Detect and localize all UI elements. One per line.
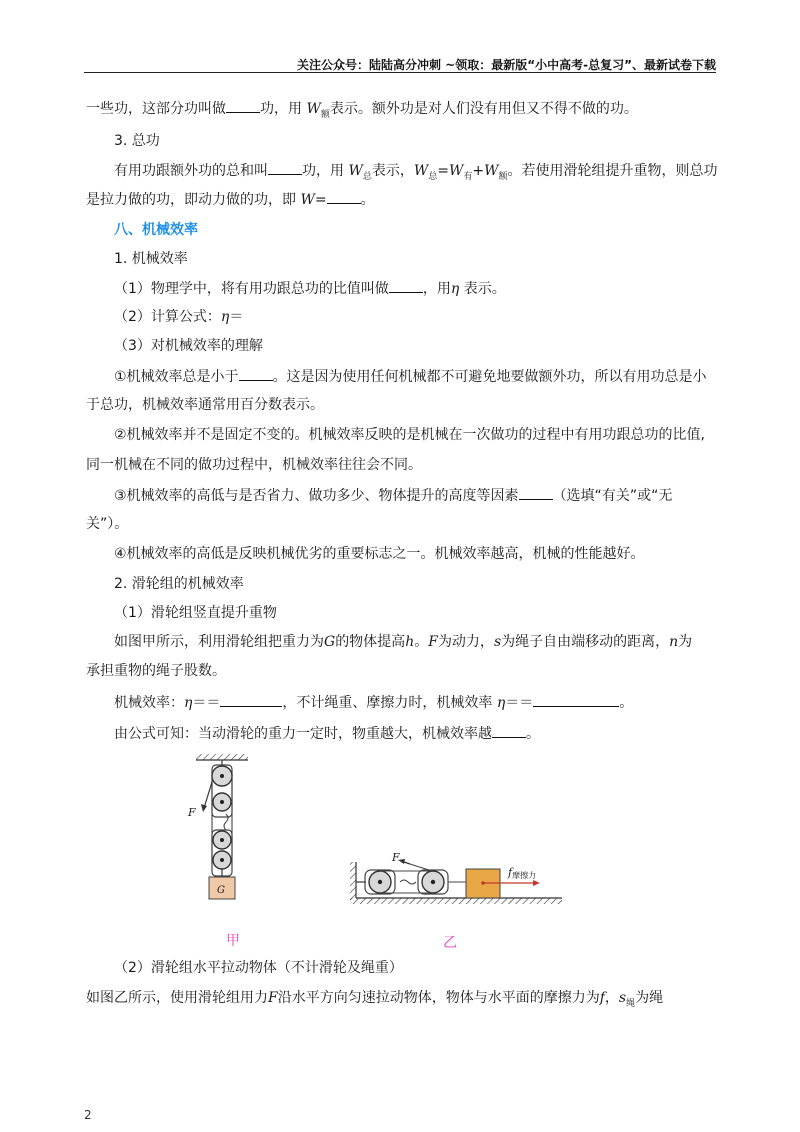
symbol: η: [220, 309, 230, 325]
answer-blank: [533, 692, 619, 707]
text: 为: [678, 634, 693, 650]
text: 。: [360, 192, 375, 208]
subscript: 总: [362, 171, 372, 182]
pull-rope: [410, 864, 432, 871]
paragraph-vertical-cont: 承担重物的绳子股数。: [86, 663, 226, 679]
page-number: 2: [84, 1108, 92, 1122]
floor: [350, 898, 562, 904]
point-3: [114, 485, 672, 506]
subheading-horizontal: （2）滑轮组水平拉动物体（不计滑轮及绳重）: [114, 960, 403, 976]
figure-b-caption: 乙: [443, 935, 457, 951]
point-1-cont: 于总功，机械效率通常用百分数表示。: [86, 397, 324, 413]
pulley-axle: [431, 880, 435, 884]
heading-efficiency: 1. 机械效率: [114, 251, 188, 267]
weight-label-g: G: [217, 885, 225, 896]
pulley-axle: [378, 880, 382, 884]
symbol: W: [449, 163, 464, 179]
text: （2）计算公式：: [114, 309, 221, 325]
answer-blank: [239, 366, 273, 381]
arrow-head: [533, 880, 540, 886]
text: 表示，: [371, 163, 414, 179]
figure-b-horizontal-pulley: [348, 852, 568, 906]
text: 如图甲所示，利用滑轮组把重力为: [114, 634, 324, 650]
point-2-cont: 同一机械在不同的做功过程中，机械效率往往会不同。: [86, 457, 422, 473]
text: 。: [414, 634, 429, 650]
answer-blank: [226, 98, 260, 113]
paragraph-extra-work: [86, 98, 638, 125]
text: ①机械效率总是小于: [114, 369, 239, 385]
symbol: s: [618, 990, 627, 1006]
symbol: F: [268, 990, 278, 1006]
text: （选填“有关”或“无: [552, 488, 673, 504]
text: 的物体提高: [335, 634, 406, 650]
text: =: [437, 163, 449, 179]
pulley-axle: [220, 838, 224, 842]
paragraph-conclusion: [114, 723, 540, 744]
paragraph-vertical: [114, 632, 692, 652]
heading-pulley-efficiency: 2. 滑轮组的机械效率: [114, 576, 244, 592]
heading-total-work: 3. 总功: [114, 133, 160, 149]
text: 有用功跟额外功的总和叫: [114, 163, 268, 179]
symbol: W: [300, 192, 315, 208]
page-header-rule: [84, 72, 716, 73]
text: 表示。: [459, 281, 506, 297]
text: 。: [619, 695, 634, 711]
point-2: ②机械效率并不是固定不变的。机械效率反映的是机械在一次做功的过程中有用功跟总功的比值,: [114, 427, 705, 443]
subscript: 额: [498, 171, 508, 182]
pulley-axle: [220, 800, 224, 804]
text: 为绳: [635, 990, 664, 1006]
symbol: η: [184, 695, 193, 711]
text: =: [314, 192, 327, 208]
answer-blank: [492, 723, 526, 738]
wall: [350, 862, 356, 900]
text: 。: [526, 726, 540, 742]
symbol: η: [496, 695, 506, 711]
symbol: h: [405, 634, 415, 650]
subscript: 绳: [626, 998, 636, 1009]
force-arrow: [404, 862, 410, 864]
text: 一些功，这部分功叫做: [86, 101, 226, 117]
friction-label: f摩擦力: [508, 866, 537, 880]
text: （1）物理学中，将有用功跟总功的比值叫做: [114, 281, 389, 297]
symbol: f: [599, 990, 605, 1006]
symbol: W: [306, 101, 321, 117]
symbol: W: [413, 163, 429, 179]
text: 沿水平方向匀速拉动物体，物体与水平面的摩擦力为: [277, 990, 600, 1006]
symbol: G: [324, 634, 336, 650]
text: 机械效率：: [114, 695, 184, 711]
paragraph-horizontal: [86, 988, 663, 1014]
subheading-vertical: （1）滑轮组竖直提升重物: [114, 605, 277, 621]
figure-a-caption: 甲: [226, 933, 240, 949]
text: +: [472, 163, 485, 179]
answer-blank: [519, 485, 553, 500]
paragraph-understanding: （3）对机械效率的理解: [114, 338, 263, 354]
text: ＝＝: [505, 695, 534, 711]
arrow-head: [201, 804, 207, 812]
answer-blank: [327, 189, 361, 204]
text: ＝＝: [192, 695, 221, 711]
text: ＝: [229, 309, 244, 325]
text: ，: [604, 990, 619, 1006]
rope-coil: [400, 880, 416, 884]
symbol: η: [450, 281, 460, 297]
answer-blank: [268, 160, 302, 175]
text: 为动力，: [437, 634, 494, 650]
text: ，用: [422, 281, 451, 297]
paragraph-definition: [114, 278, 506, 299]
text: ，不计绳重、摩擦力时，机械效率: [282, 695, 497, 711]
pulley-axle: [220, 858, 224, 862]
ceiling: [196, 754, 248, 760]
text: 功，用: [302, 163, 349, 179]
section-title-efficiency: 八、机械效率: [114, 222, 198, 238]
text: 功，用: [260, 101, 307, 117]
pulley-axle: [220, 774, 224, 778]
figure-a-vertical-pulley: [182, 752, 262, 904]
symbol: n: [669, 634, 679, 650]
paragraph-formula: [114, 307, 243, 327]
paragraph-total-work: [114, 160, 718, 187]
force-label-f: F: [188, 806, 196, 819]
page-header-text: 关注公众号：陆陆高分冲刺 ~领取：最新版“小中高考-总复习”、最新试卷下载: [297, 58, 716, 72]
answer-blank: [389, 278, 423, 293]
force-label-f: F: [392, 852, 400, 864]
text: 为绳子自由端移动的距离，: [501, 634, 670, 650]
text: 表示。额外功是对人们没有用但又不得不做的功。: [329, 101, 638, 117]
text: 是拉力做的功，即动力做的功，即: [86, 192, 301, 208]
symbol: F: [428, 634, 438, 650]
text: 由公式可知：当动滑轮的重力一定时，物重越大，机械效率越: [114, 726, 492, 742]
point-3-cont: 关”）。: [86, 516, 129, 532]
subscript: 总: [428, 171, 438, 182]
symbol: W: [484, 163, 499, 179]
point-4: ④机械效率的高低是反映机械优劣的重要标志之一。机械效率越高，机械的性能越好。: [114, 546, 645, 562]
text: 如图乙所示，使用滑轮组用力: [86, 990, 268, 1006]
text: 。这是因为使用任何机械都不可避免地要做额外功，所以有用功总是小: [272, 369, 707, 385]
text: ③机械效率的高低与是否省力、做功多少、物体提升的高度等因素: [114, 488, 519, 504]
force-arrow: [204, 782, 212, 808]
point-1: [114, 366, 707, 387]
subscript: 有: [463, 171, 473, 182]
subscript: 额: [320, 109, 330, 120]
symbol: s: [493, 634, 502, 650]
text: 。若使用滑轮组提升重物，则总功: [507, 163, 718, 179]
paragraph-total-work-cont: [86, 189, 375, 210]
answer-blank: [220, 692, 282, 707]
paragraph-efficiency-formula: [114, 692, 633, 713]
symbol: W: [348, 163, 363, 179]
